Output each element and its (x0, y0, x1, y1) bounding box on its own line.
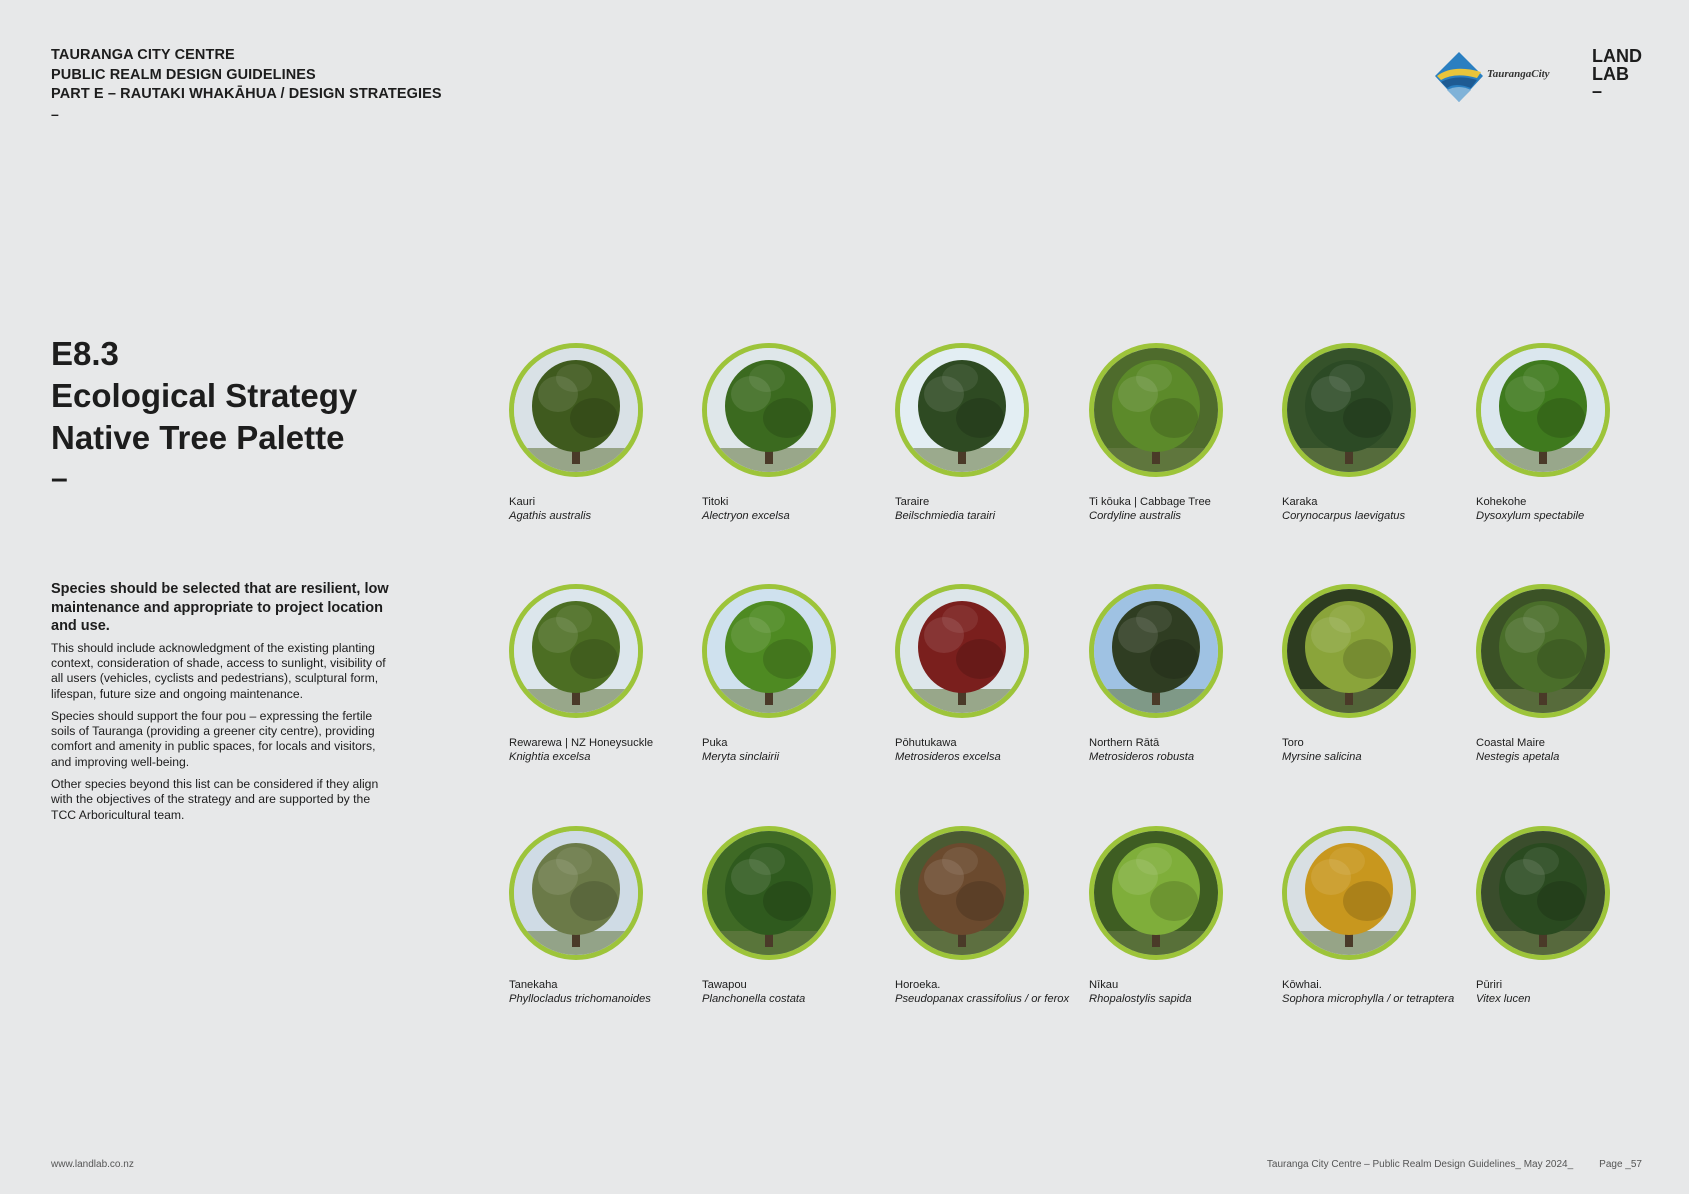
tree-photo (1089, 584, 1223, 718)
tree-photo (1282, 343, 1416, 477)
tree-caption (702, 979, 878, 1006)
tree-caption (1282, 737, 1458, 764)
tree-photo (1089, 826, 1223, 960)
tree-photo (509, 343, 643, 477)
tree-caption (895, 496, 1071, 523)
tauranga-logo-text: TaurangaCity (1487, 68, 1550, 80)
tree-card (1476, 584, 1652, 764)
tree-photo (1476, 343, 1610, 477)
tree-photo (702, 584, 836, 718)
tree-scientific-name: Agathis australis (509, 509, 592, 522)
landlab-logo-dash: – (1592, 81, 1603, 101)
landlab-logo (1592, 48, 1642, 101)
tree-caption (509, 737, 685, 764)
tree-card (895, 584, 1071, 764)
header-line-1: TAURANGA CITY CENTRE (51, 47, 235, 63)
footer-website: www.landlab.co.nz (51, 1159, 134, 1170)
tree-scientific-name: Vitex lucen (1476, 992, 1531, 1005)
intro-paragraph-2: Species should support the four pou – expressing the fertile soils of Tauranga (providing a greener city centre), providing comfort and amenity in public spaces, for locals and visitors, and improving well-being. (51, 708, 376, 769)
tree-caption (509, 496, 685, 523)
tree-common-name: Taraire (895, 496, 930, 508)
tree-scientific-name: Myrsine salicina (1282, 750, 1362, 763)
document-header (51, 46, 442, 123)
tree-scientific-name: Cordyline australis (1089, 509, 1182, 522)
tree-common-name: Nīkau (1089, 979, 1119, 991)
header-line-3: PART E – RAUTAKI WHAKĀHUA / DESIGN STRATEGIES (51, 86, 442, 102)
tree-scientific-name: Nestegis apetala (1476, 750, 1560, 763)
section-title (51, 333, 357, 499)
tree-caption (702, 737, 878, 764)
tree-card (509, 343, 685, 523)
tree-common-name: Horoeka. (895, 979, 941, 991)
tree-common-name: Coastal Maire (1476, 737, 1546, 749)
tree-common-name: Tanekaha (509, 979, 558, 991)
tree-caption (895, 737, 1071, 764)
tree-photo (509, 584, 643, 718)
footer-page-number: Page _57 (1599, 1159, 1642, 1170)
tree-card (1089, 584, 1265, 764)
tree-scientific-name: Phyllocladus trichomanoides (509, 992, 651, 1005)
tree-photo (1089, 343, 1223, 477)
tree-photo (1282, 584, 1416, 718)
tree-scientific-name: Dysoxylum spectabile (1476, 509, 1585, 522)
landlab-logo-line-2: LAB (1592, 63, 1629, 84)
tree-card (702, 826, 878, 1006)
tree-scientific-name: Rhopalostylis sapida (1089, 992, 1192, 1005)
tree-scientific-name: Alectryon excelsa (702, 509, 790, 522)
tree-caption (1282, 979, 1458, 1006)
tree-common-name: Karaka (1282, 496, 1318, 508)
intro-paragraph-1: This should include acknowledgment of the existing planting context, consideration of shade, access to sunlight, visibility of all users (vehicles, cyclists and pedestrians), sculptural form, lifespan, future size and ongoing maintenance. (51, 640, 386, 701)
section-dash: – (51, 462, 68, 495)
tree-common-name: Pōhutukawa (895, 737, 957, 749)
tree-card (1476, 343, 1652, 523)
tree-photo (895, 826, 1029, 960)
section-title-line-1: Ecological Strategy (51, 377, 358, 414)
tree-card (1282, 343, 1458, 523)
tree-photo (702, 343, 836, 477)
section-number: E8.3 (51, 335, 119, 372)
intro-lead: Species should be selected that are resilient, low maintenance and appropriate to project location and use. (51, 581, 389, 634)
tree-caption (1089, 979, 1265, 1006)
tree-photo (702, 826, 836, 960)
tree-card (1282, 584, 1458, 764)
tree-photo (895, 343, 1029, 477)
tree-photo (1476, 584, 1610, 718)
header-line-2: PUBLIC REALM DESIGN GUIDELINES (51, 66, 316, 83)
footer-info (1267, 1159, 1642, 1170)
tree-card (702, 343, 878, 523)
intro-paragraph-3: Other species beyond this list can be considered if they align with the objectives of the strategy and are supported by the TCC Arboricultural team. (51, 776, 379, 822)
tree-common-name: Pūriri (1476, 979, 1503, 991)
tree-photo (1476, 826, 1610, 960)
tree-common-name: Northern Rātā (1089, 737, 1160, 749)
tree-common-name: Kōwhai. (1282, 979, 1322, 991)
tree-scientific-name: Knightia excelsa (509, 750, 591, 763)
tree-card (1282, 826, 1458, 1006)
tree-card (895, 343, 1071, 523)
tree-photo (895, 584, 1029, 718)
tree-caption (1476, 979, 1652, 1006)
tree-scientific-name: Meryta sinclairii (702, 750, 780, 763)
tree-caption (1282, 496, 1458, 523)
tree-card (702, 584, 878, 764)
tauranga-city-logo (1433, 50, 1561, 106)
tree-common-name: Kohekohe (1476, 496, 1527, 508)
tree-scientific-name: Pseudopanax crassifolius / or ferox (895, 992, 1070, 1005)
tree-caption (509, 979, 685, 1006)
tree-common-name: Tawapou (702, 979, 747, 991)
tree-scientific-name: Metrosideros robusta (1089, 750, 1195, 763)
tree-scientific-name: Sophora microphylla / or tetraptera (1282, 992, 1455, 1005)
section-title-line-2: Native Tree Palette (51, 419, 345, 456)
tree-card (895, 826, 1071, 1006)
tree-common-name: Rewarewa | NZ Honeysuckle (509, 737, 654, 749)
tree-caption (1476, 737, 1652, 764)
tree-common-name: Ti kōuka | Cabbage Tree (1089, 496, 1211, 508)
tree-caption (702, 496, 878, 523)
tree-common-name: Kauri (509, 496, 536, 508)
tree-card (1089, 343, 1265, 523)
tree-scientific-name: Metrosideros excelsa (895, 750, 1001, 763)
tree-caption (1089, 496, 1265, 523)
tree-common-name: Puka (702, 737, 728, 749)
tree-card (1089, 826, 1265, 1006)
tree-card (509, 826, 685, 1006)
tree-common-name: Titoki (702, 496, 729, 508)
tree-photo (509, 826, 643, 960)
header-dash: – (51, 105, 59, 122)
tree-scientific-name: Planchonella costata (702, 992, 806, 1005)
tree-caption (1476, 496, 1652, 523)
tree-card (509, 584, 685, 764)
tree-scientific-name: Beilschmiedia tarairi (895, 509, 996, 522)
tree-caption (895, 979, 1071, 1006)
footer-doc-title: Tauranga City Centre – Public Realm Design Guidelines_ May 2024_ (1266, 1159, 1574, 1170)
landlab-logo-line-1: LAND (1592, 46, 1642, 66)
tree-common-name: Toro (1282, 737, 1304, 749)
tree-scientific-name: Corynocarpus laevigatus (1282, 509, 1406, 522)
intro-text (51, 580, 391, 829)
tree-photo (1282, 826, 1416, 960)
tree-caption (1089, 737, 1265, 764)
tree-card (1476, 826, 1652, 1006)
